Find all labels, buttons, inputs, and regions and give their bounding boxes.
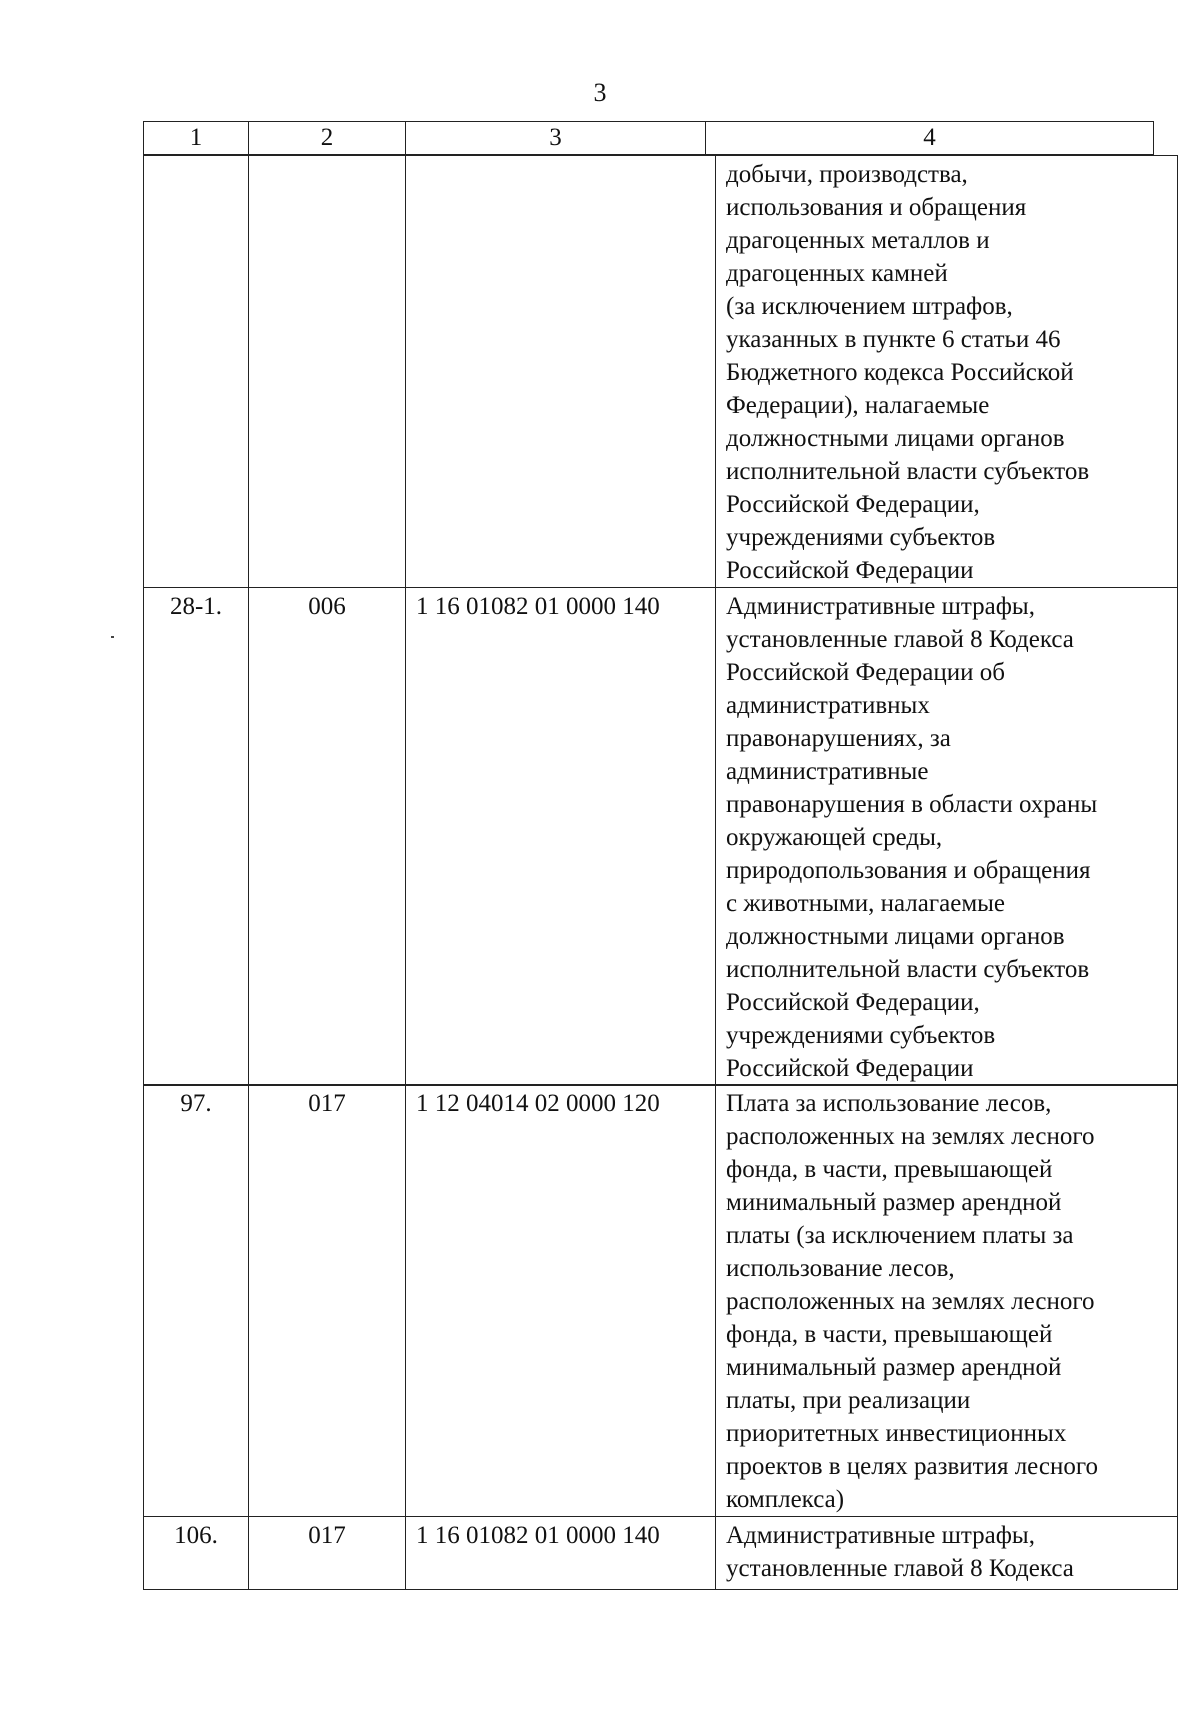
description-line: с животными, налагаемые <box>726 890 1006 917</box>
row-number <box>144 156 249 588</box>
table-row <box>143 1084 1178 1517</box>
description-line: комплекса) <box>726 1486 845 1513</box>
description-cell <box>716 156 1178 588</box>
description-line: Административные штрафы, <box>726 593 1035 620</box>
description-line: добычи, производства, <box>726 161 968 188</box>
description-line: минимальный размер арендной <box>726 1189 1062 1216</box>
description-cell <box>716 1517 1178 1590</box>
description-line: Российской Федерации об <box>726 659 1005 686</box>
description-line: платы, при реализации <box>726 1387 971 1414</box>
description-cell <box>716 588 1178 1086</box>
admin-code: 017 <box>249 1085 406 1517</box>
description-line: Плата за использование лесов, <box>726 1090 1052 1117</box>
description-line: расположенных на землях лесного <box>726 1288 1095 1315</box>
budget-code: 1 16 01082 01 0000 140 <box>406 588 716 1086</box>
admin-code: 017 <box>249 1517 406 1590</box>
budget-code <box>406 156 716 588</box>
description-cell <box>716 1085 1178 1517</box>
description-line: драгоценных камней <box>726 260 948 287</box>
description-line: Российской Федерации, <box>726 989 980 1016</box>
description-line: фонда, в части, превышающей <box>726 1321 1053 1348</box>
description-line: (за исключением штрафов, <box>726 293 1013 320</box>
description-line: Административные штрафы, <box>726 1522 1035 1549</box>
description-line: приоритетных инвестиционных <box>726 1420 1067 1447</box>
header-col-3: 3 <box>406 122 706 155</box>
description-line: административные <box>726 758 929 785</box>
budget-code: 1 12 04014 02 0000 120 <box>406 1085 716 1517</box>
description-line: установленные главой 8 Кодекса <box>726 1555 1074 1582</box>
description-line: минимальный размер арендной <box>726 1354 1062 1381</box>
table-row <box>143 155 1178 588</box>
description-line: правонарушениях, за <box>726 725 951 752</box>
description-line: исполнительной власти субъектов <box>726 458 1090 485</box>
description-line: должностными лицами органов <box>726 923 1065 950</box>
description-line: природопользования и обращения <box>726 857 1091 884</box>
description-line: использования и обращения <box>726 194 1027 221</box>
description-line: драгоценных металлов и <box>726 227 990 254</box>
description-line: исполнительной власти субъектов <box>726 956 1090 983</box>
scan-speck <box>111 636 114 638</box>
description-line: проектов в целях развития лесного <box>726 1453 1099 1480</box>
description-line: Российской Федерации, <box>726 491 980 518</box>
description-line: Российской Федерации <box>726 1055 974 1082</box>
description-line: Федерации), налагаемые <box>726 392 990 419</box>
description-line: установленные главой 8 Кодекса <box>726 626 1074 653</box>
description-line: Бюджетного кодекса Российской <box>726 359 1074 386</box>
header-col-2: 2 <box>249 122 406 155</box>
admin-code <box>249 156 406 588</box>
description-line: фонда, в части, превышающей <box>726 1156 1053 1183</box>
budget-code: 1 16 01082 01 0000 140 <box>406 1517 716 1590</box>
row-number: 28-1. <box>144 588 249 1086</box>
header-col-4: 4 <box>706 122 1154 155</box>
table-header <box>143 121 1154 155</box>
header-col-1: 1 <box>144 122 249 155</box>
admin-code: 006 <box>249 588 406 1086</box>
description-line: учреждениями субъектов <box>726 1022 996 1049</box>
description-line: окружающей среды, <box>726 824 943 851</box>
description-line: Российской Федерации <box>726 557 974 584</box>
description-line: расположенных на землях лесного <box>726 1123 1095 1150</box>
row-number: 97. <box>144 1085 249 1517</box>
description-line: использование лесов, <box>726 1255 955 1282</box>
description-line: указанных в пункте 6 статьи 46 <box>726 326 1061 353</box>
description-line: административных <box>726 692 930 719</box>
table-row <box>143 587 1178 1086</box>
description-line: правонарушения в области охраны <box>726 791 1098 818</box>
description-line: учреждениями субъектов <box>726 524 996 551</box>
table-row <box>143 1516 1178 1590</box>
header-row <box>144 122 1154 155</box>
page-number: 3 <box>593 78 607 107</box>
description-line: платы (за исключением платы за <box>726 1222 1074 1249</box>
row-number: 106. <box>144 1517 249 1590</box>
description-line: должностными лицами органов <box>726 425 1065 452</box>
